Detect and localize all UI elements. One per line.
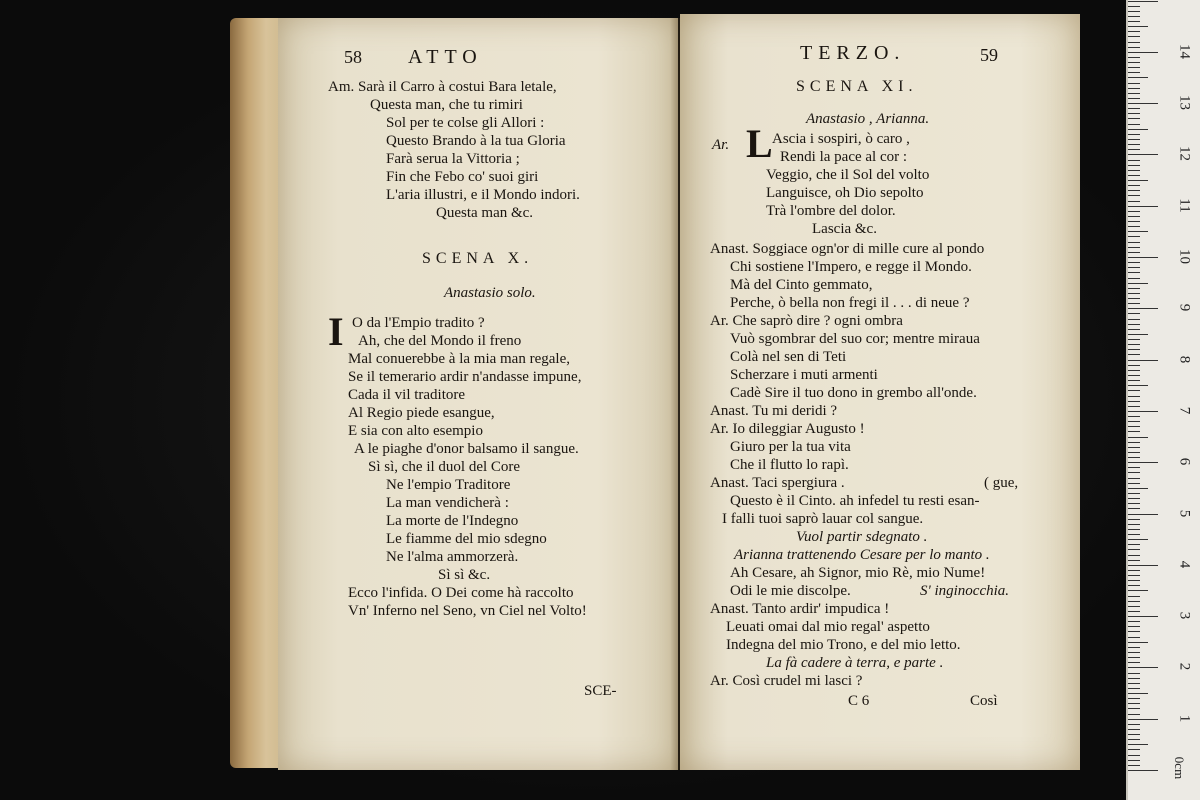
ruler-tick — [1128, 426, 1140, 427]
ruler-tick — [1128, 524, 1140, 525]
ruler-tick — [1128, 596, 1140, 597]
ruler-tick — [1128, 72, 1140, 73]
ruler-tick — [1128, 724, 1140, 725]
ruler-tick — [1128, 652, 1140, 653]
ruler-tick — [1128, 1, 1158, 2]
text-line: Le fiamme del mio sdegno — [386, 531, 547, 547]
text-line: Am. Sarà il Carro à costui Bara letale, — [328, 79, 557, 95]
text-line: O da l'Empio tradito ? — [352, 315, 485, 331]
ruler-tick — [1128, 242, 1140, 243]
ruler-tick — [1128, 406, 1140, 407]
scene-heading: SCENA X. — [422, 250, 534, 267]
speaker-label: Ar. — [712, 137, 730, 153]
ruler-number: 5 — [1176, 509, 1193, 517]
ruler-tick — [1128, 503, 1140, 504]
text-line: Cada il vil traditore — [348, 387, 466, 403]
text-line: ( gue, — [984, 475, 1019, 491]
drop-cap: L — [746, 121, 773, 166]
ruler-tick — [1128, 180, 1148, 181]
ruler-tick — [1128, 262, 1140, 263]
ruler-tick — [1128, 283, 1148, 284]
text-line: Sì sì, che il duol del Core — [368, 459, 521, 475]
ruler-tick — [1128, 303, 1140, 304]
ruler-tick — [1128, 606, 1140, 607]
text-line: I falli tuoi saprò lauar col sangue. — [722, 511, 924, 527]
scene-heading: SCENA XI. — [796, 78, 918, 95]
ruler-tick — [1128, 683, 1140, 684]
ruler-tick — [1128, 62, 1140, 63]
text-line: Ne l'alma ammorzerà. — [386, 549, 519, 565]
text-line: Vn' Inferno nel Seno, vn Ciel nel Volto! — [348, 603, 587, 619]
ruler-tick — [1128, 77, 1148, 78]
ruler-tick — [1128, 190, 1140, 191]
stage-direction: La fà cadere à terra, e parte . — [766, 655, 944, 671]
text-line: Fin che Febo co' suoi giri — [386, 169, 539, 185]
ruler-tick — [1128, 113, 1140, 114]
ruler-tick — [1128, 236, 1140, 237]
ruler-tick — [1128, 416, 1140, 417]
left-page — [278, 18, 678, 770]
ruler-tick — [1128, 421, 1140, 422]
ruler-tick — [1128, 124, 1140, 125]
ruler-tick — [1128, 462, 1158, 463]
ruler-unit: 0cm — [1172, 756, 1188, 780]
ruler-tick — [1128, 221, 1140, 222]
ruler-tick — [1128, 21, 1140, 22]
text-line: Ecco l'infida. O Dei come hà raccolto — [348, 585, 574, 601]
ruler-tick — [1128, 257, 1158, 258]
ruler-tick — [1128, 739, 1140, 740]
ruler-tick — [1128, 749, 1140, 750]
character-line: Anastasio solo. — [444, 285, 536, 301]
ruler-tick — [1128, 313, 1140, 314]
ruler-tick — [1128, 47, 1140, 48]
ruler-tick — [1128, 319, 1140, 320]
ruler-tick — [1128, 88, 1140, 89]
ruler-tick — [1128, 493, 1140, 494]
ruler-tick — [1128, 67, 1140, 68]
text-line: Rendi la pace al cor : — [780, 149, 908, 165]
ruler-tick — [1128, 298, 1140, 299]
stage-direction: Vuol partir sdegnato . — [796, 529, 928, 545]
text-line: Trà l'ombre del dolor. — [766, 203, 896, 219]
ruler-tick — [1128, 360, 1158, 361]
ruler-tick — [1128, 154, 1158, 155]
text-line: Mal conuerebbe à la mia man regale, — [348, 351, 570, 367]
ruler-tick — [1128, 714, 1140, 715]
ruler-tick — [1128, 165, 1140, 166]
ruler-tick — [1128, 565, 1158, 566]
ruler-tick — [1128, 52, 1158, 53]
ruler-tick — [1128, 31, 1140, 32]
ruler-tick — [1128, 195, 1140, 196]
text-line: Indegna del mio Trono, e del mio letto. — [726, 637, 961, 653]
ruler-number: 6 — [1176, 457, 1193, 466]
ruler-tick — [1128, 514, 1158, 515]
ruler-number: 3 — [1176, 611, 1193, 620]
ruler-tick — [1128, 380, 1140, 381]
ruler-tick — [1128, 693, 1148, 694]
ruler-tick — [1128, 354, 1140, 355]
text-line: Ah Cesare, ah Signor, mio Rè, mio Nume! — [730, 565, 986, 581]
measuring-ruler — [1126, 0, 1200, 800]
ruler-tick — [1128, 334, 1148, 335]
text-line: Scherzare i muti armenti — [730, 367, 878, 383]
text-line: Anast. Soggiace ogn'or di mille cure al pondo — [710, 241, 985, 257]
ruler-tick — [1128, 729, 1140, 730]
ruler-tick — [1128, 611, 1140, 612]
ruler-tick — [1128, 657, 1140, 658]
ruler-tick — [1128, 308, 1158, 309]
ruler-tick — [1128, 580, 1140, 581]
signature-mark: C 6 — [848, 693, 870, 709]
ruler-tick — [1128, 401, 1140, 402]
text-line: Ah, che del Mondo il freno — [358, 333, 522, 349]
text-line: Colà nel sen di Teti — [730, 349, 847, 365]
ruler-tick — [1128, 175, 1140, 176]
ruler-tick — [1128, 83, 1140, 84]
ruler-number: 9 — [1176, 304, 1193, 312]
text-line: Questa man &c. — [436, 205, 534, 221]
ruler-tick — [1128, 637, 1140, 638]
ruler-tick — [1128, 570, 1140, 571]
text-line: La morte de l'Indegno — [386, 513, 519, 529]
ruler-tick — [1128, 144, 1140, 145]
text-line: Ar. Che saprò dire ? ogni ombra — [710, 313, 903, 329]
ruler-tick — [1128, 765, 1140, 766]
ruler-tick — [1128, 385, 1148, 386]
text-line: Mà del Cinto gemmato, — [730, 277, 873, 293]
ruler-tick — [1128, 508, 1140, 509]
ruler-tick — [1128, 631, 1140, 632]
ruler-tick — [1128, 42, 1140, 43]
running-head-left: ATTO — [408, 46, 483, 68]
ruler-tick — [1128, 118, 1140, 119]
ruler-tick — [1128, 226, 1140, 227]
ruler-tick — [1128, 170, 1140, 171]
ruler-tick — [1128, 11, 1140, 12]
ruler-tick — [1128, 472, 1140, 473]
ruler-tick — [1128, 231, 1148, 232]
ruler-tick — [1128, 539, 1148, 540]
text-line: Chi sostiene l'Impero, e regge il Mondo. — [730, 259, 972, 275]
ruler-tick — [1128, 149, 1140, 150]
text-line: Se il temerario ardir n'andasse impune, — [348, 369, 582, 385]
ruler-tick — [1128, 488, 1148, 489]
text-line: Anast. Tanto ardir' impudica ! — [710, 601, 890, 617]
ruler-tick — [1128, 734, 1140, 735]
ruler-tick — [1128, 211, 1140, 212]
text-line: Ascia i sospiri, ò caro , — [772, 131, 910, 147]
ruler-tick — [1128, 103, 1158, 104]
ruler-number: 7 — [1176, 406, 1193, 415]
ruler-tick — [1128, 160, 1140, 161]
ruler-tick — [1128, 678, 1140, 679]
text-line: Languisce, oh Dio sepolto — [766, 185, 924, 201]
text-line: Giuro per la tua vita — [730, 439, 851, 455]
ruler-tick — [1128, 575, 1140, 576]
stage-direction: Arianna trattenendo Cesare per lo manto . — [734, 547, 990, 563]
text-line: A le piaghe d'onor balsamo il sangue. — [354, 441, 579, 457]
catchword: Così — [970, 693, 998, 709]
text-line: Veggio, che il Sol del volto — [766, 167, 930, 183]
ruler-tick — [1128, 642, 1148, 643]
text-line: E sia con alto esempio — [348, 423, 483, 439]
ruler-tick — [1128, 370, 1140, 371]
ruler-tick — [1128, 16, 1140, 17]
text-line: Farà serua la Vittoria ; — [386, 151, 520, 167]
text-line: Ar. Io dileggiar Augusto ! — [710, 421, 865, 437]
page-number-right: 59 — [980, 45, 998, 65]
stage-direction: S' inginocchia. — [920, 583, 1010, 599]
ruler-tick — [1128, 201, 1140, 202]
ruler-tick — [1128, 396, 1140, 397]
ruler-tick — [1128, 688, 1140, 689]
ruler-tick — [1128, 662, 1140, 663]
ruler-number: 8 — [1176, 355, 1193, 363]
ruler-tick — [1128, 339, 1140, 340]
text-line: Questo Brando à la tua Gloria — [386, 133, 566, 149]
ruler-tick — [1128, 534, 1140, 535]
text-line: Al Regio piede esangue, — [348, 405, 495, 421]
ruler-number: 10 — [1176, 249, 1193, 264]
ruler-number: 2 — [1176, 663, 1193, 671]
ruler-tick — [1128, 616, 1158, 617]
ruler-tick — [1128, 483, 1140, 484]
text-line: Ne l'empio Traditore — [386, 477, 511, 493]
ruler-tick — [1128, 760, 1140, 761]
catchword: SCE- — [584, 683, 617, 699]
running-head-right: TERZO. — [800, 42, 906, 64]
ruler-tick — [1128, 108, 1140, 109]
ruler-tick — [1128, 98, 1140, 99]
ruler-tick — [1128, 252, 1140, 253]
text-line: Che il flutto lo rapì. — [730, 457, 849, 473]
ruler-tick — [1128, 498, 1140, 499]
text-line: Sol per te colse gli Allori : — [386, 115, 545, 131]
ruler-tick — [1128, 647, 1140, 648]
text-line: Ar. Così crudel mi lasci ? — [710, 673, 863, 689]
ruler-tick — [1128, 667, 1158, 668]
ruler-number: 14 — [1176, 43, 1193, 59]
ruler-tick — [1128, 93, 1140, 94]
text-line: Vuò sgombrar del suo cor; mentre miraua — [730, 331, 980, 347]
ruler-tick — [1128, 288, 1140, 289]
ruler-tick — [1128, 626, 1140, 627]
ruler-tick — [1128, 590, 1148, 591]
text-line: Perche, ò bella non fregi il . . . di neue ? — [730, 295, 970, 311]
ruler-tick — [1128, 57, 1140, 58]
ruler-tick — [1128, 708, 1140, 709]
ruler-tick — [1128, 185, 1140, 186]
text-line: Sì sì &c. — [438, 567, 491, 583]
ruler-tick — [1128, 703, 1140, 704]
ruler-tick — [1128, 206, 1158, 207]
text-line: Lascia &c. — [812, 221, 877, 237]
ruler-tick — [1128, 278, 1140, 279]
ruler-tick — [1128, 247, 1140, 248]
ruler-tick — [1128, 585, 1140, 586]
ruler-tick — [1128, 329, 1140, 330]
character-line: Anastasio , Arianna. — [806, 111, 930, 127]
ruler-tick — [1128, 529, 1140, 530]
ruler-tick — [1128, 442, 1140, 443]
ruler-tick — [1128, 452, 1140, 453]
ruler-tick — [1128, 549, 1140, 550]
ruler-tick — [1128, 478, 1140, 479]
drop-cap: I — [328, 309, 344, 354]
text-line: Questa man, che tu rimiri — [370, 97, 523, 113]
ruler-tick — [1128, 390, 1140, 391]
text-line: Leuati omai dal mio regal' aspetto — [726, 619, 930, 635]
ruler-tick — [1128, 457, 1140, 458]
ruler-tick — [1128, 437, 1148, 438]
ruler-tick — [1128, 673, 1140, 674]
ruler-tick — [1128, 6, 1140, 7]
ruler-tick — [1128, 139, 1140, 140]
ruler-tick — [1128, 467, 1140, 468]
text-line: Anast. Taci spergiura . — [710, 475, 845, 491]
ruler-tick — [1128, 272, 1140, 273]
ruler-tick — [1128, 755, 1140, 756]
ruler-tick — [1128, 26, 1148, 27]
ruler-tick — [1128, 293, 1140, 294]
ruler-tick — [1128, 344, 1140, 345]
ruler-number: 11 — [1176, 197, 1193, 213]
ruler-tick — [1128, 216, 1140, 217]
text-line: La man vendicherà : — [386, 495, 509, 511]
text-line: L'aria illustri, e il Mondo indori. — [386, 187, 580, 203]
ruler-number: 13 — [1176, 95, 1193, 111]
page-number-left: 58 — [344, 47, 362, 67]
ruler-tick — [1128, 129, 1148, 130]
ruler-tick — [1128, 365, 1140, 366]
ruler-tick — [1128, 621, 1140, 622]
ruler-tick — [1128, 770, 1158, 771]
ruler-tick — [1128, 601, 1140, 602]
ruler-tick — [1128, 267, 1140, 268]
ruler-tick — [1128, 349, 1140, 350]
text-line: Questo è il Cinto. ah infedel tu resti esan- — [730, 493, 980, 509]
ruler-tick — [1128, 36, 1140, 37]
ruler-number: 12 — [1176, 146, 1193, 162]
ruler-tick — [1128, 519, 1140, 520]
ruler-tick — [1128, 447, 1140, 448]
ruler-number: 4 — [1176, 560, 1193, 569]
ruler-tick — [1128, 411, 1158, 412]
ruler-tick — [1128, 134, 1140, 135]
ruler-number: 1 — [1176, 714, 1193, 722]
ruler-tick — [1128, 555, 1140, 556]
ruler-tick — [1128, 431, 1140, 432]
text-line: Odi le mie discolpe. — [730, 583, 851, 599]
ruler-tick — [1128, 324, 1140, 325]
ruler-tick — [1128, 375, 1140, 376]
text-line: Cadè Sire il tuo dono in grembo all'onde. — [730, 385, 977, 401]
ruler-tick — [1128, 719, 1158, 720]
text-line: Anast. Tu mi deridi ? — [710, 403, 838, 419]
right-page — [680, 14, 1080, 770]
ruler-tick — [1128, 698, 1140, 699]
ruler-tick — [1128, 544, 1140, 545]
ruler-tick — [1128, 744, 1148, 745]
ruler-tick — [1128, 560, 1140, 561]
